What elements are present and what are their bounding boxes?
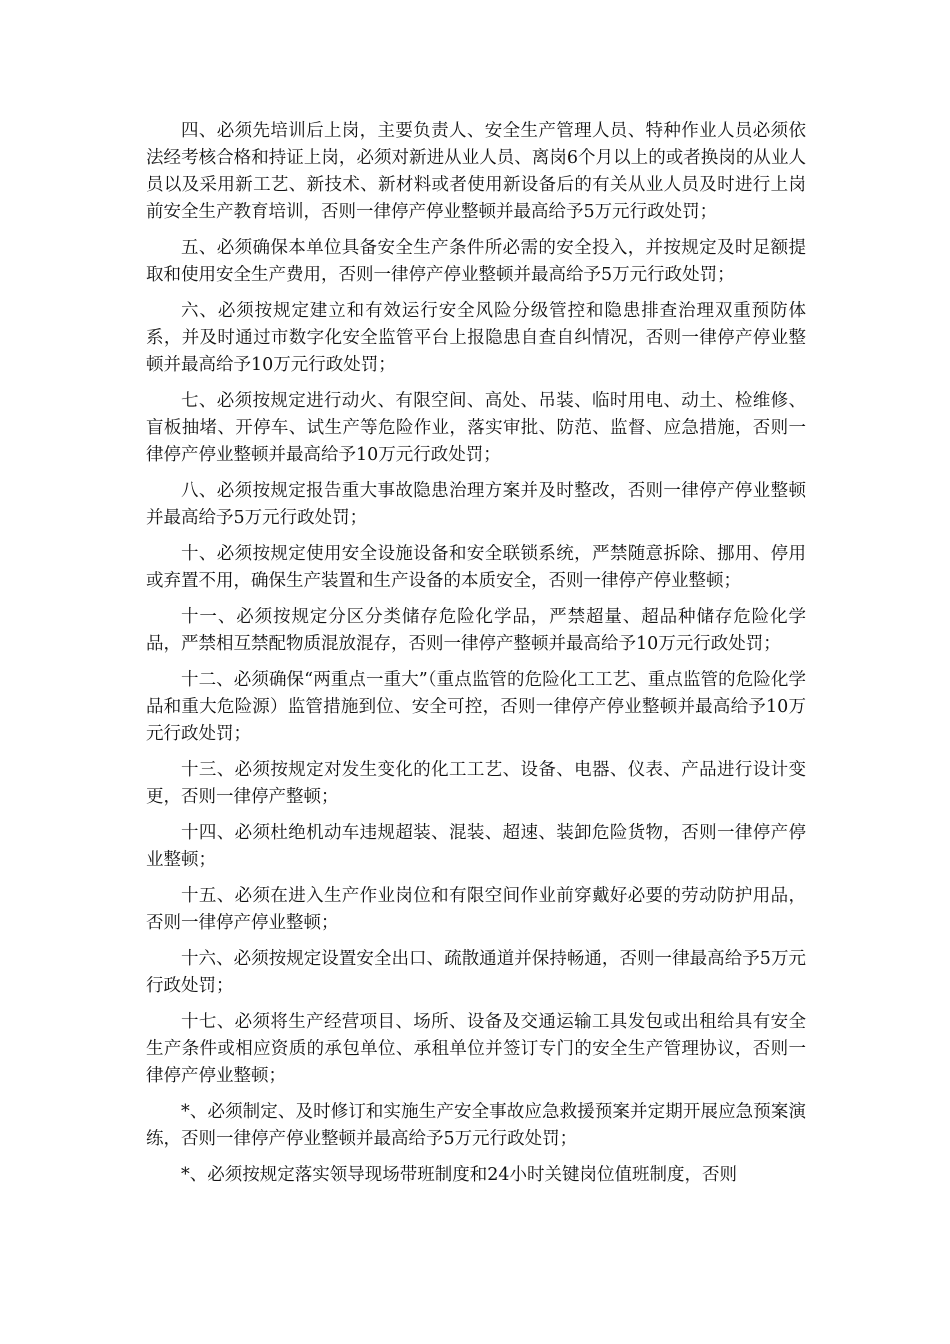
paragraph-12: 十二、必须确保“两重点一重大”（重点监管的危险化工工艺、重点监管的危险化学品和重大危险源）监管措施到位、安全可控，否则一律停产停业整顿并最高给予10万元行政处罚； xyxy=(146,670,806,744)
paragraph-11: 十一、必须按规定分区分类储存危险化学品，严禁超量、超品种储存危险化学品，严禁相互禁配物质混放混存，否则一律停产整顿并最高给予10万元行政处罚； xyxy=(146,607,806,654)
paragraph-10: 十、必须按规定使用安全设施设备和安全联锁系统，严禁随意拆除、挪用、停用或弃置不用，确保生产装置和生产设备的本质安全，否则一律停产停业整顿； xyxy=(146,544,806,591)
paragraph-16: 十六、必须按规定设置安全出口、疏散通道并保持畅通，否则一律最高给予5万元行政处罚； xyxy=(146,949,806,996)
paragraph-6: 六、必须按规定建立和有效运行安全风险分级管控和隐患排查治理双重预防体系，并及时通过市数字化安全监管平台上报隐患自查自纠情况，否则一律停产停业整顿并最高给予10万元行政处罚； xyxy=(146,301,806,375)
paragraph-17: 十七、必须将生产经营项目、场所、设备及交通运输工具发包或出租给具有安全生产条件或相应资质的承包单位、承租单位并签订专门的安全生产管理协议，否则一律停产停业整顿； xyxy=(146,1012,806,1086)
document-page xyxy=(146,118,806,1198)
paragraph-star-2: *、必须按规定落实领导现场带班制度和24小时关键岗位值班制度，否则 xyxy=(181,1165,738,1185)
paragraph-13: 十三、必须按规定对发生变化的化工工艺、设备、电器、仪表、产品进行设计变更，否则一律停产整顿； xyxy=(146,760,806,807)
paragraph-8: 八、必须按规定报告重大事故隐患治理方案并及时整改，否则一律停产停业整顿并最高给予5万元行政处罚； xyxy=(146,481,806,528)
paragraph-4: 四、必须先培训后上岗，主要负责人、安全生产管理人员、特种作业人员必须依法经考核合格和持证上岗，必须对新进从业人员、离岗6个月以上的或者换岗的从业人员以及采用新工艺、新技术、新材料或者使用新设备后的有关从业人员及时进行上岗前安全生产教育培训，否则一律停产停业整顿并最高给予5万元行政处罚； xyxy=(146,121,806,222)
paragraph-14: 十四、必须杜绝机动车违规超装、混装、超速、装卸危险货物，否则一律停产停业整顿； xyxy=(146,823,806,870)
paragraph-star-1: *、必须制定、及时修订和实施生产安全事故应急救援预案并定期开展应急预案演练，否则一律停产停业整顿并最高给予5万元行政处罚； xyxy=(146,1102,806,1149)
paragraph-5: 五、必须确保本单位具备安全生产条件所必需的安全投入，并按规定及时足额提取和使用安全生产费用，否则一律停产停业整顿并最高给予5万元行政处罚； xyxy=(146,238,806,285)
paragraph-7: 七、必须按规定进行动火、有限空间、高处、吊装、临时用电、动土、检维修、盲板抽堵、开停车、试生产等危险作业，落实审批、防范、监督、应急措施，否则一律停产停业整顿并最高给予10万元行政处罚； xyxy=(146,391,806,465)
paragraph-15: 十五、必须在进入生产作业岗位和有限空间作业前穿戴好必要的劳动防护用品，否则一律停产停业整顿； xyxy=(146,886,806,933)
